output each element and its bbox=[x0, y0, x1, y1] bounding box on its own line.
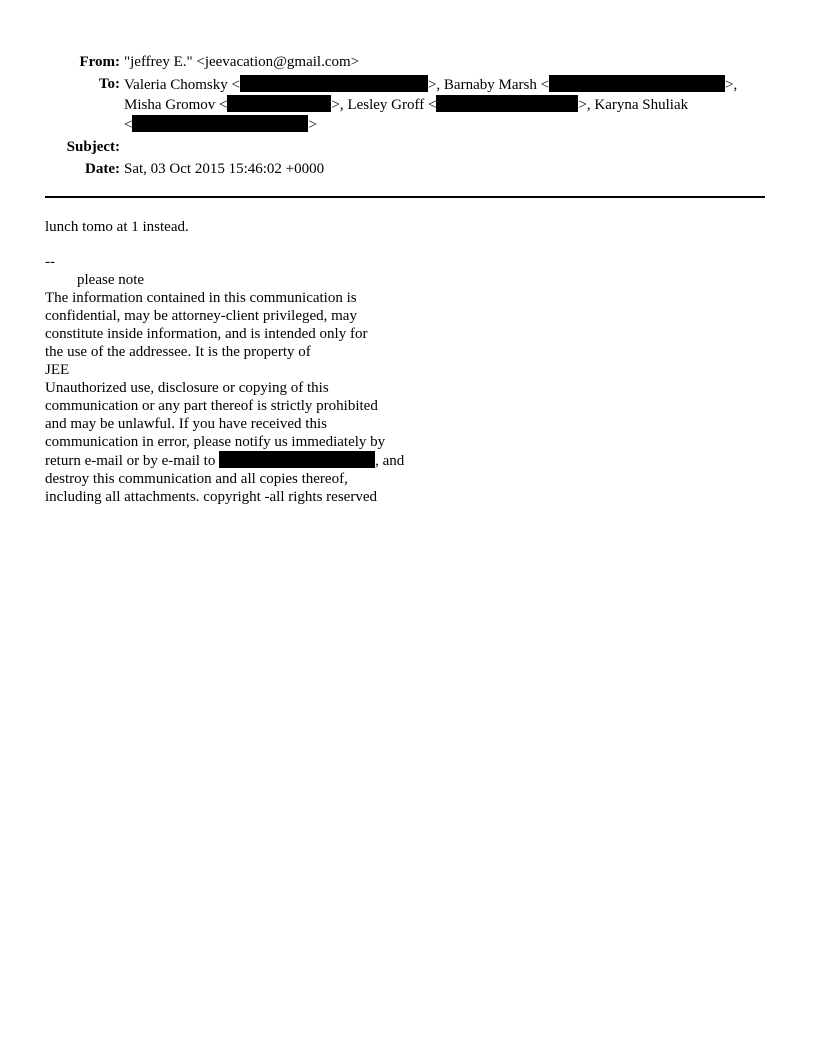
redaction-bar bbox=[240, 75, 428, 92]
to-label: To: bbox=[98, 76, 120, 92]
recipient-address: < > bbox=[124, 117, 317, 133]
subject-row bbox=[0, 138, 816, 157]
disclaimer-line: JEE bbox=[45, 362, 70, 378]
redaction-bar bbox=[227, 95, 331, 112]
date-value: Sat, 03 Oct 2015 15:46:02 +0000 bbox=[124, 161, 325, 177]
recipient-name: Misha Gromov bbox=[124, 97, 216, 113]
message-text: lunch tomo at 1 instead. bbox=[45, 219, 189, 235]
disclaimer-line: communication or any part thereof is strictly prohibited bbox=[45, 398, 378, 414]
return-email-line bbox=[45, 451, 445, 470]
redaction-bar bbox=[549, 75, 725, 92]
recipient-name: Lesley Groff bbox=[347, 97, 425, 113]
redaction-bar bbox=[219, 451, 375, 468]
disclaimer-line: Unauthorized use, disclosure or copying of this bbox=[45, 380, 329, 396]
note-title: please note bbox=[77, 272, 145, 288]
email-header bbox=[0, 53, 816, 179]
disclaimer-line: including all attachments. copyright -all rights reserved bbox=[45, 489, 377, 505]
date-label: Date: bbox=[85, 161, 120, 177]
disclaimer-line: communication in error, please notify us immediately by bbox=[45, 434, 386, 450]
return-suffix: , and bbox=[375, 453, 405, 469]
disclaimer-line: constitute inside information, and is intended only for bbox=[45, 326, 368, 342]
return-prefix: return e-mail or by e-mail to bbox=[45, 453, 216, 469]
disclaimer-line: and may be unlawful. If you have received this bbox=[45, 416, 327, 432]
recipient: Lesley Groff < >, bbox=[347, 97, 591, 113]
subject-label: Subject: bbox=[66, 139, 120, 155]
date-row bbox=[0, 160, 816, 179]
recipient-name: Barnaby Marsh bbox=[443, 77, 537, 93]
disclaimer-line: destroy this communication and all copies thereof, bbox=[45, 471, 348, 487]
recipient: Barnaby Marsh < >, bbox=[443, 77, 738, 93]
from-label: From: bbox=[79, 54, 120, 70]
from-value: "jeffrey E." <jeevacation@gmail.com> bbox=[124, 54, 360, 70]
signature-separator: -- bbox=[45, 254, 55, 270]
recipient bbox=[594, 97, 688, 113]
recipient: Valeria Chomsky < >, bbox=[124, 77, 441, 93]
header-divider bbox=[45, 196, 765, 198]
redaction-bar bbox=[436, 95, 578, 112]
recipient-list bbox=[124, 75, 774, 135]
redaction-bar bbox=[132, 115, 308, 132]
recipient: Misha Gromov < >, bbox=[124, 97, 344, 113]
disclaimer-line: The information contained in this communication is bbox=[45, 290, 357, 306]
email-body bbox=[45, 218, 445, 506]
recipient-name: Valeria Chomsky bbox=[124, 77, 228, 93]
recipient-name: Karyna Shuliak bbox=[594, 97, 689, 113]
disclaimer-line: the use of the addressee. It is the property of bbox=[45, 344, 311, 360]
to-row bbox=[0, 75, 816, 135]
from-row bbox=[0, 53, 816, 72]
disclaimer-line: confidential, may be attorney-client privileged, may bbox=[45, 308, 357, 324]
